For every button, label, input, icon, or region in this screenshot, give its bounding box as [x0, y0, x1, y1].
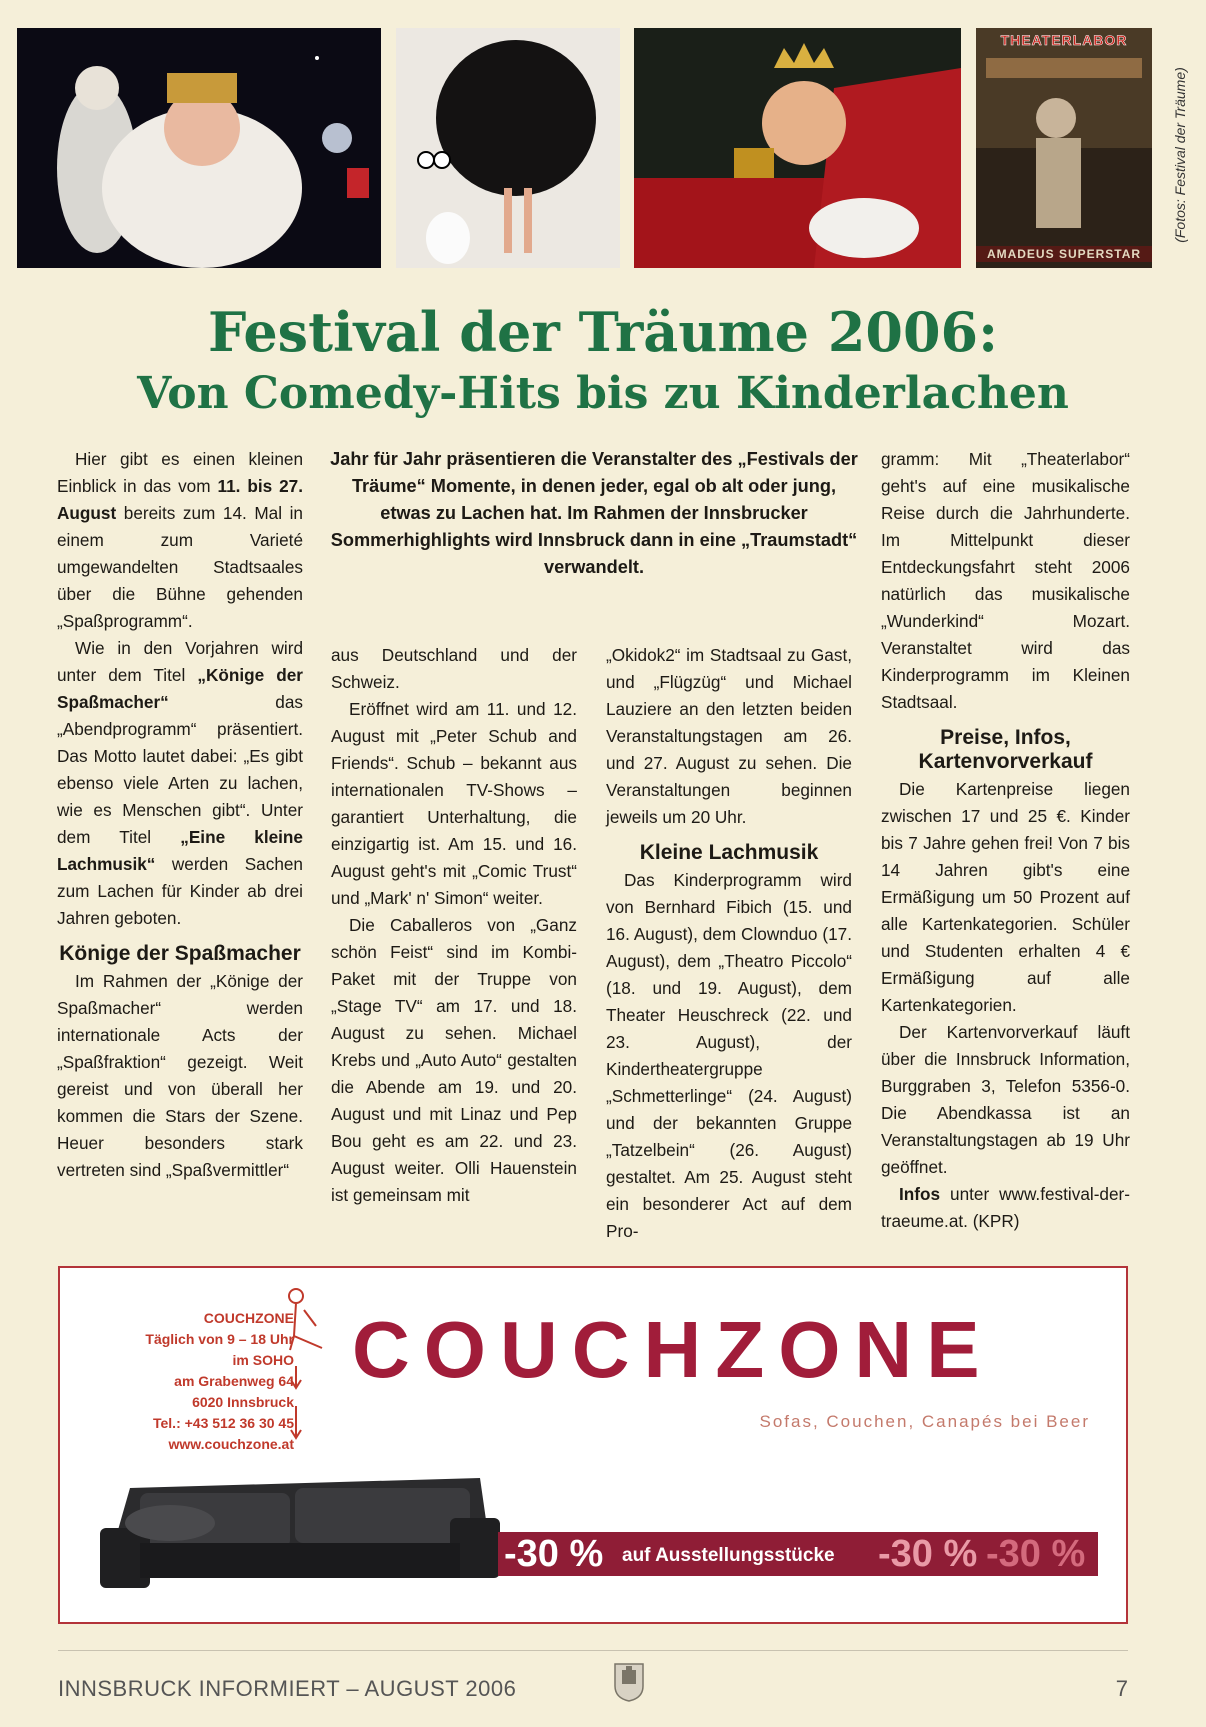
ad-discount-banner [498, 1532, 1098, 1576]
photo-label-theaterlabor: THEATERLABOR [1000, 32, 1128, 48]
photo-comedian-king [17, 28, 381, 268]
city-crest-icon [613, 1660, 645, 1702]
ad-contact-city: 6020 Innsbruck [192, 1394, 294, 1410]
footer-divider [58, 1650, 1128, 1651]
ad-contact-hours: Täglich von 9 – 18 Uhr [145, 1331, 294, 1347]
photo-puppet-king [634, 28, 961, 268]
ad-contact-phone: Tel.: +43 512 36 30 45 [152, 1415, 294, 1431]
couchzone-advertisement[interactable] [58, 1266, 1128, 1624]
subheading-lachmusik: Kleine Lachmusik [639, 841, 819, 864]
page-number: 7 [1115, 1676, 1128, 1701]
paragraph: Die Caballeros von „Ganz schön Feist“ sind im Kombi-Paket mit der Truppe von „Stage TV“ am 17. und 18. August zu sehen. Michael Krebs und „Auto Auto“ gestalten die Abende am 19. und 20. August und mit Linaz und Pep Bou geht es am 22. und 23. August weiter. Olli Hauenstein ist gemeinsam mit [331, 915, 577, 1205]
intro-paragraph: Jahr für Jahr präsentieren die Veranstalter des „Festivals der Träume“ Momente, in denen jeder, egal ob alt oder jung, etwas zu Lachen hat. Im Rahmen der Innsbrucker Sommerhighlights wird Innsbruck dann in eine „Traumstadt“ verwandelt. [330, 449, 858, 577]
footer-publication-title: INNSBRUCK INFORMIERT – AUGUST 2006 [58, 1676, 517, 1701]
ad-contact-street: am Grabenweg 64 [174, 1373, 294, 1389]
paragraph: Im Rahmen der „Könige der Spaßmacher“ werden internationale Acts der „Spaßfraktion“ gezeigt. Weit gereist und von überall her kommen die Stars der Szene. Heuer besonders stark vertreten sind „Spaßvermittler“ [57, 971, 303, 1180]
photo-amadeus-superstar [976, 28, 1152, 268]
paragraph: Wie in den Vorjahren wird unter dem Titel „Könige der Spaßmacher“ das „Abendprogramm“ präsentiert. Das Motto lautet dabei: „Es gibt ebenso viele Arten zu lachen, wie es Menschen gibt“. Unter dem Titel „Eine kleine Lachmusik“ werden Sachen zum Lachen für Kinder ab drei Jahren geboten. [57, 638, 303, 928]
ad-discount-repeat: -30 % [986, 1533, 1086, 1575]
paragraph: gramm: Mit „Theaterlabor“ geht's auf eine musikalische Reise durch die Jahrhunderte. Im Mittelpunkt dieser Entdeckungsfahrt steht 2006 natürlich das musikalische „Wunderkind“ Mozart. Veranstaltet wird das Kinderprogramm im Kleinen Stadtsaal. [881, 449, 1130, 712]
sitting-figure-icon [282, 1286, 338, 1446]
paragraph: Infos unter www.festival-der-traeume.at. (KPR) [881, 1184, 1130, 1231]
ad-discount-repeat: -30 % [878, 1533, 978, 1575]
photo-credit: (Fotos: Festival der Träume) [1172, 67, 1188, 243]
photo-label-amadeus: AMADEUS SUPERSTAR [976, 246, 1152, 262]
article-column-1 [57, 446, 303, 1184]
ad-tagline: Sofas, Couchen, Canapés bei Beer [759, 1412, 1090, 1431]
ad-discount: -30 % [504, 1533, 604, 1575]
paragraph: Das Kinderprogramm wird von Bernhard Fibich (15. und 16. August), dem Clownduo (17. August), dem „Theatro Piccolo“ (18. und 19. August), dem Theater Heuschreck (22. und 23. August), der Kindertheatergruppe „Schmetterlinge“ (24. August) und der bekannten Gruppe „Tatzelbein“ (26. August) gestaltet. Am 25. August steht ein besonderer Act auf dem Pro- [606, 870, 852, 1241]
paragraph: Die Kartenpreise liegen zwischen 17 und 25 €. Kinder bis 7 Jahre gehen frei! Von 7 bis 14 Jahren gibt's eine Ermäßigung um 50 Prozent auf alle Kartenkategorien. Schüler und Studenten erhalten 4 € Ermäßigung auf alle Kartenkategorien. [881, 779, 1130, 1015]
ad-brand-logo: COUCHZONE [352, 1305, 994, 1394]
paragraph: aus Deutschland und der Schweiz. [331, 645, 577, 692]
article-column-2 [331, 642, 577, 1209]
ad-contact-web[interactable]: www.couchzone.at [168, 1436, 294, 1452]
photo-feather-creature [396, 28, 620, 268]
headline-main: Festival der Träume 2006: [207, 300, 999, 364]
subheading-preise: Preise, Infos, Kartenvorverkauf [918, 726, 1093, 773]
subheading-koenige: Könige der Spaßmacher [59, 942, 301, 965]
ad-contact-place: im SOHO [232, 1352, 294, 1368]
paragraph: „Okidok2“ im Stadtsaal zu Gast, und „Flügzüg“ und Michael Lauziere an den letzten beiden Veranstaltungstagen am 26. und 27. August zu sehen. Die Veranstaltungen beginnen jeweils um 20 Uhr. [606, 645, 852, 827]
ad-banner-text: auf Ausstellungsstücke [622, 1545, 835, 1566]
ad-contact-block [94, 1308, 294, 1455]
headline-sub: Von Comedy-Hits bis zu Kinderlachen [137, 368, 1069, 419]
paragraph: Hier gibt es einen kleinen Einblick in das vom 11. bis 27. August bereits zum 14. Mal in einem zum Varieté umgewandelten Stadtsaales über die Bühne gehenden „Spaßprogramm“. [57, 449, 303, 631]
sofa-image [100, 1448, 500, 1598]
paragraph: Eröffnet wird am 11. und 12. August mit „Peter Schub and Friends“. Schub – bekannt aus internationalen TV-Shows – garantiert Unterhaltung, die einzigartig ist. Am 15. und 16. August geht's mit „Comic Trust“ und „Mark' n' Simon“ weiter. [331, 699, 577, 908]
ad-contact-name: COUCHZONE [203, 1310, 294, 1326]
article-column-3 [606, 642, 852, 1245]
article-column-4 [881, 446, 1130, 1235]
paragraph: Der Kartenvorverkauf läuft über die Innsbruck Information, Burggraben 3, Telefon 5356-0. Die Abendkassa ist an Veranstaltungstagen ab 19 Uhr geöffnet. [881, 1022, 1130, 1177]
